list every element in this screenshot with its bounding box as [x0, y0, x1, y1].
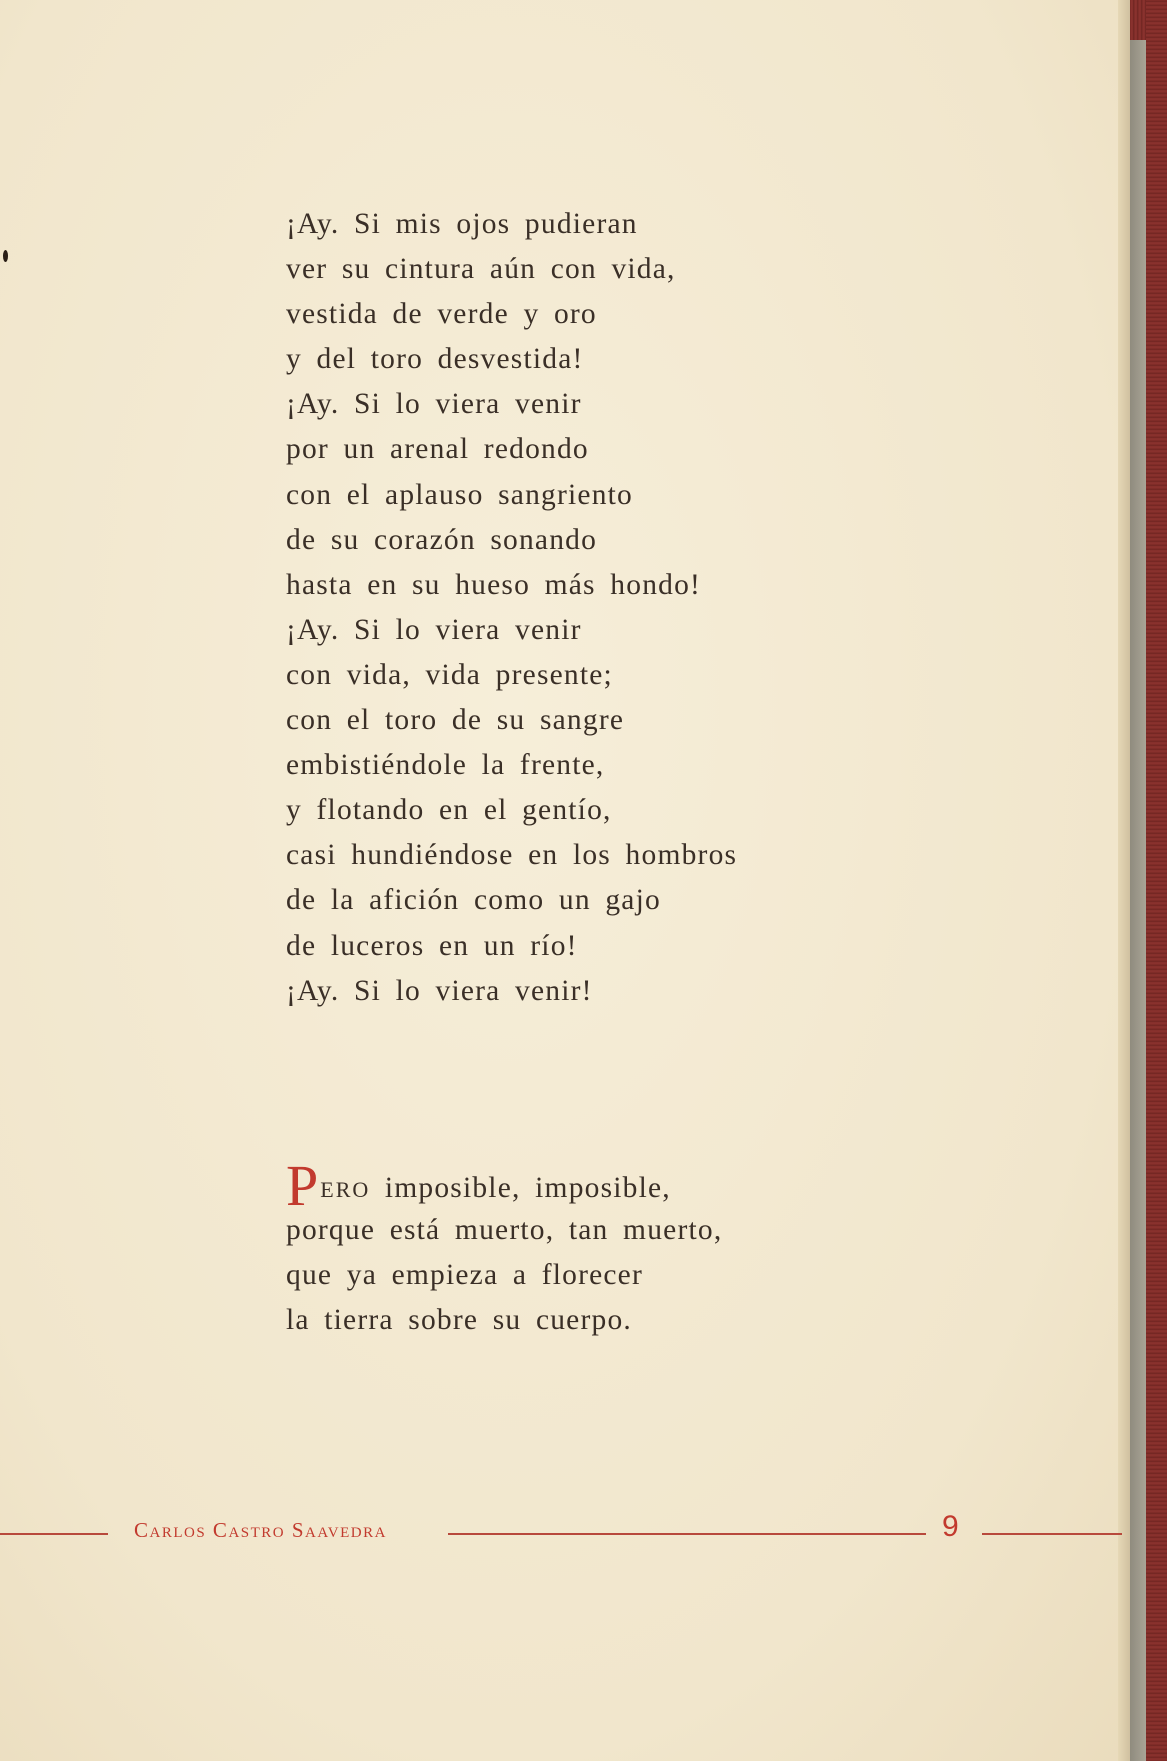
first-line-text: imposible, imposible, — [370, 1172, 671, 1204]
poem-line: ¡Ay. Si lo viera venir! — [286, 974, 593, 1007]
poem-line: hasta en su hueso más hondo! — [286, 568, 702, 601]
poem-line: ver su cintura aún con vida, — [286, 253, 676, 286]
poem-line: que ya empieza a florecer — [286, 1259, 643, 1292]
poem-line: por un arenal redondo — [286, 433, 589, 466]
poem-first-line — [286, 1153, 722, 1218]
footer-author — [134, 1518, 387, 1543]
poem-line: de su corazón sonando — [286, 523, 598, 556]
poem-line: embistiéndole la frente, — [286, 749, 605, 782]
poem-line: y del toro desvestida! — [286, 343, 584, 376]
page-number: 9 — [942, 1510, 959, 1543]
page-edge — [1118, 0, 1130, 1761]
poem-line: de luceros en un río! — [286, 929, 578, 962]
poem-line: y flotando en el gentío, — [286, 794, 612, 827]
poem-line: con vida, vida presente; — [286, 658, 613, 691]
book-cover-cloth — [1146, 0, 1167, 1761]
book-spine-strip — [1130, 40, 1146, 1761]
poem-line: casi hundiéndose en los hombros — [286, 839, 738, 872]
poem-line: ¡Ay. Si lo viera venir — [286, 613, 582, 646]
poem-line: vestida de verde y oro — [286, 298, 597, 331]
drop-cap: P — [286, 1153, 319, 1218]
footer-rule-right — [982, 1533, 1122, 1535]
poem-line: la tierra sobre su cuerpo. — [286, 1304, 632, 1337]
poem-line: ¡Ay. Si lo viera venir — [286, 388, 582, 421]
footer-rule-middle — [448, 1533, 926, 1535]
author-name: Carlos Castro Saavedra — [134, 1518, 387, 1542]
poem-stanza-2 — [286, 1153, 723, 1343]
poem-line: ¡Ay. Si mis ojos pudieran — [286, 208, 638, 240]
poem-line: porque está muerto, tan muerto, — [286, 1214, 723, 1247]
small-caps-word: ERO — [320, 1177, 371, 1202]
poem-line: de la afición como un gajo — [286, 884, 661, 917]
footer-rule-left — [0, 1533, 108, 1535]
poem-line: con el aplauso sangriento — [286, 478, 634, 511]
poem-line: con el toro de su sangre — [286, 704, 625, 737]
ink-speck — [3, 250, 8, 262]
poem-stanza-1 — [286, 202, 737, 1014]
